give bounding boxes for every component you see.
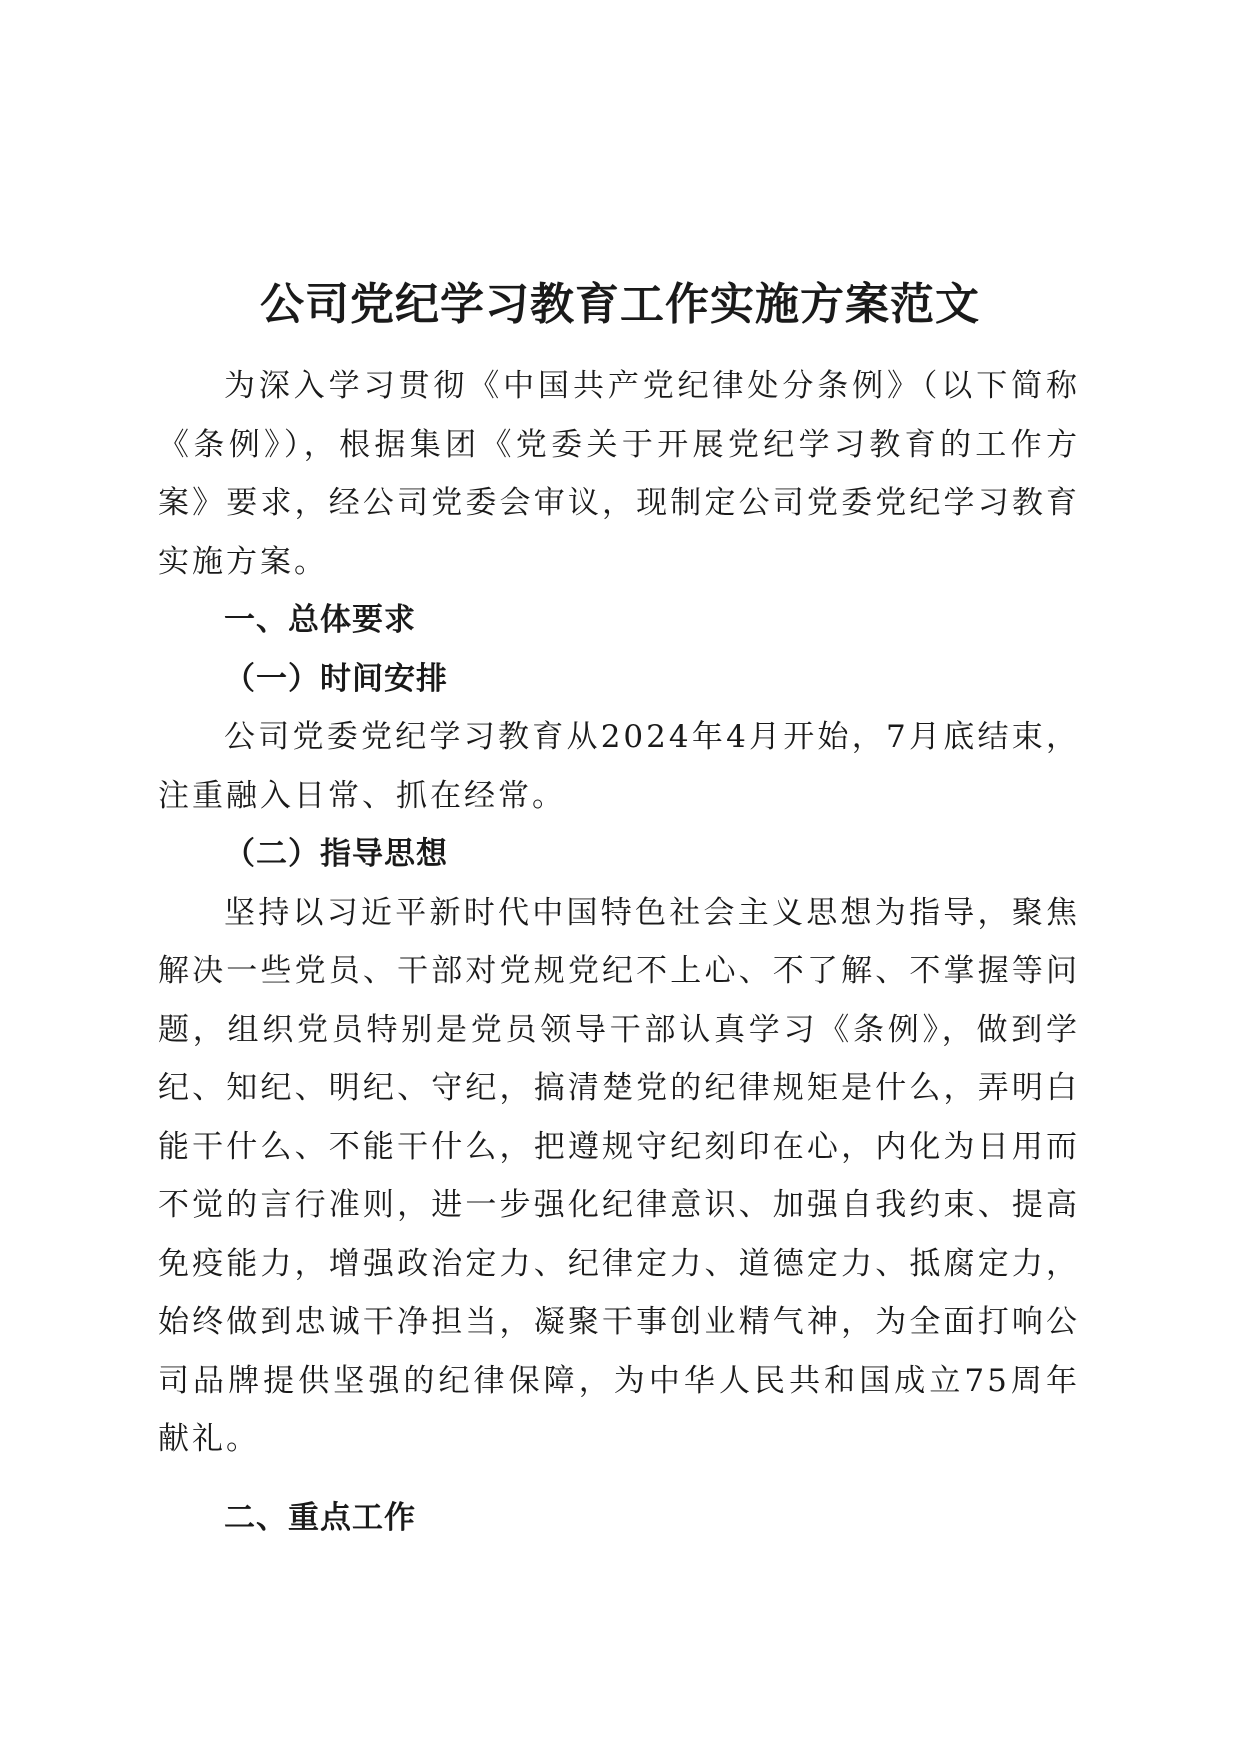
section-heading-overall-requirements: 一、总体要求 [224, 602, 416, 638]
document-body [158, 357, 1080, 1547]
subsection-heading-schedule: （一）时间安排 [224, 660, 448, 697]
intro-paragraph: 为深入学习贯彻《中国共产党纪律处分条例》（以下简称《条例》），根据集团《党委关于开展党纪学习教育的工作方案》要求，经公司党委会审议，现制定公司党委党纪学习教育实施方案。 [158, 368, 1080, 580]
guiding-ideology-paragraph: 坚持以习近平新时代中国特色社会主义思想为指导，聚焦解决一些党员、干部对党规党纪不上心、不了解、不掌握等问题，组织党员特别是党员领导干部认真学习《条例》，做到学纪、知纪、明纪、守纪，搞清楚党的纪律规矩是什么，弄明白能干什么、不能干什么，把遵规守纪刻印在心，内化为日用而不觉的言行准则，进一步强化纪律意识、加强自我约束、提高免疫能力，增强政治定力、纪律定力、道德定力、抵腐定力，始终做到忠诚干净担当，凝聚干事创业精气神，为全面打响公司品牌提供坚强的纪律保障，为中华人民共和国成立75周年献礼。 [158, 894, 1080, 1457]
section-heading-key-work: 二、重点工作 [224, 1499, 416, 1536]
subsection-heading-guiding-ideology: （二）指导思想 [224, 836, 448, 872]
schedule-paragraph: 公司党委党纪学习教育从2024年4月开始，7月底结束，注重融入日常、抓在经常。 [158, 719, 1080, 814]
section-spacer [158, 1469, 1080, 1489]
document-title: 公司党纪学习教育工作实施方案范文 [260, 279, 980, 330]
